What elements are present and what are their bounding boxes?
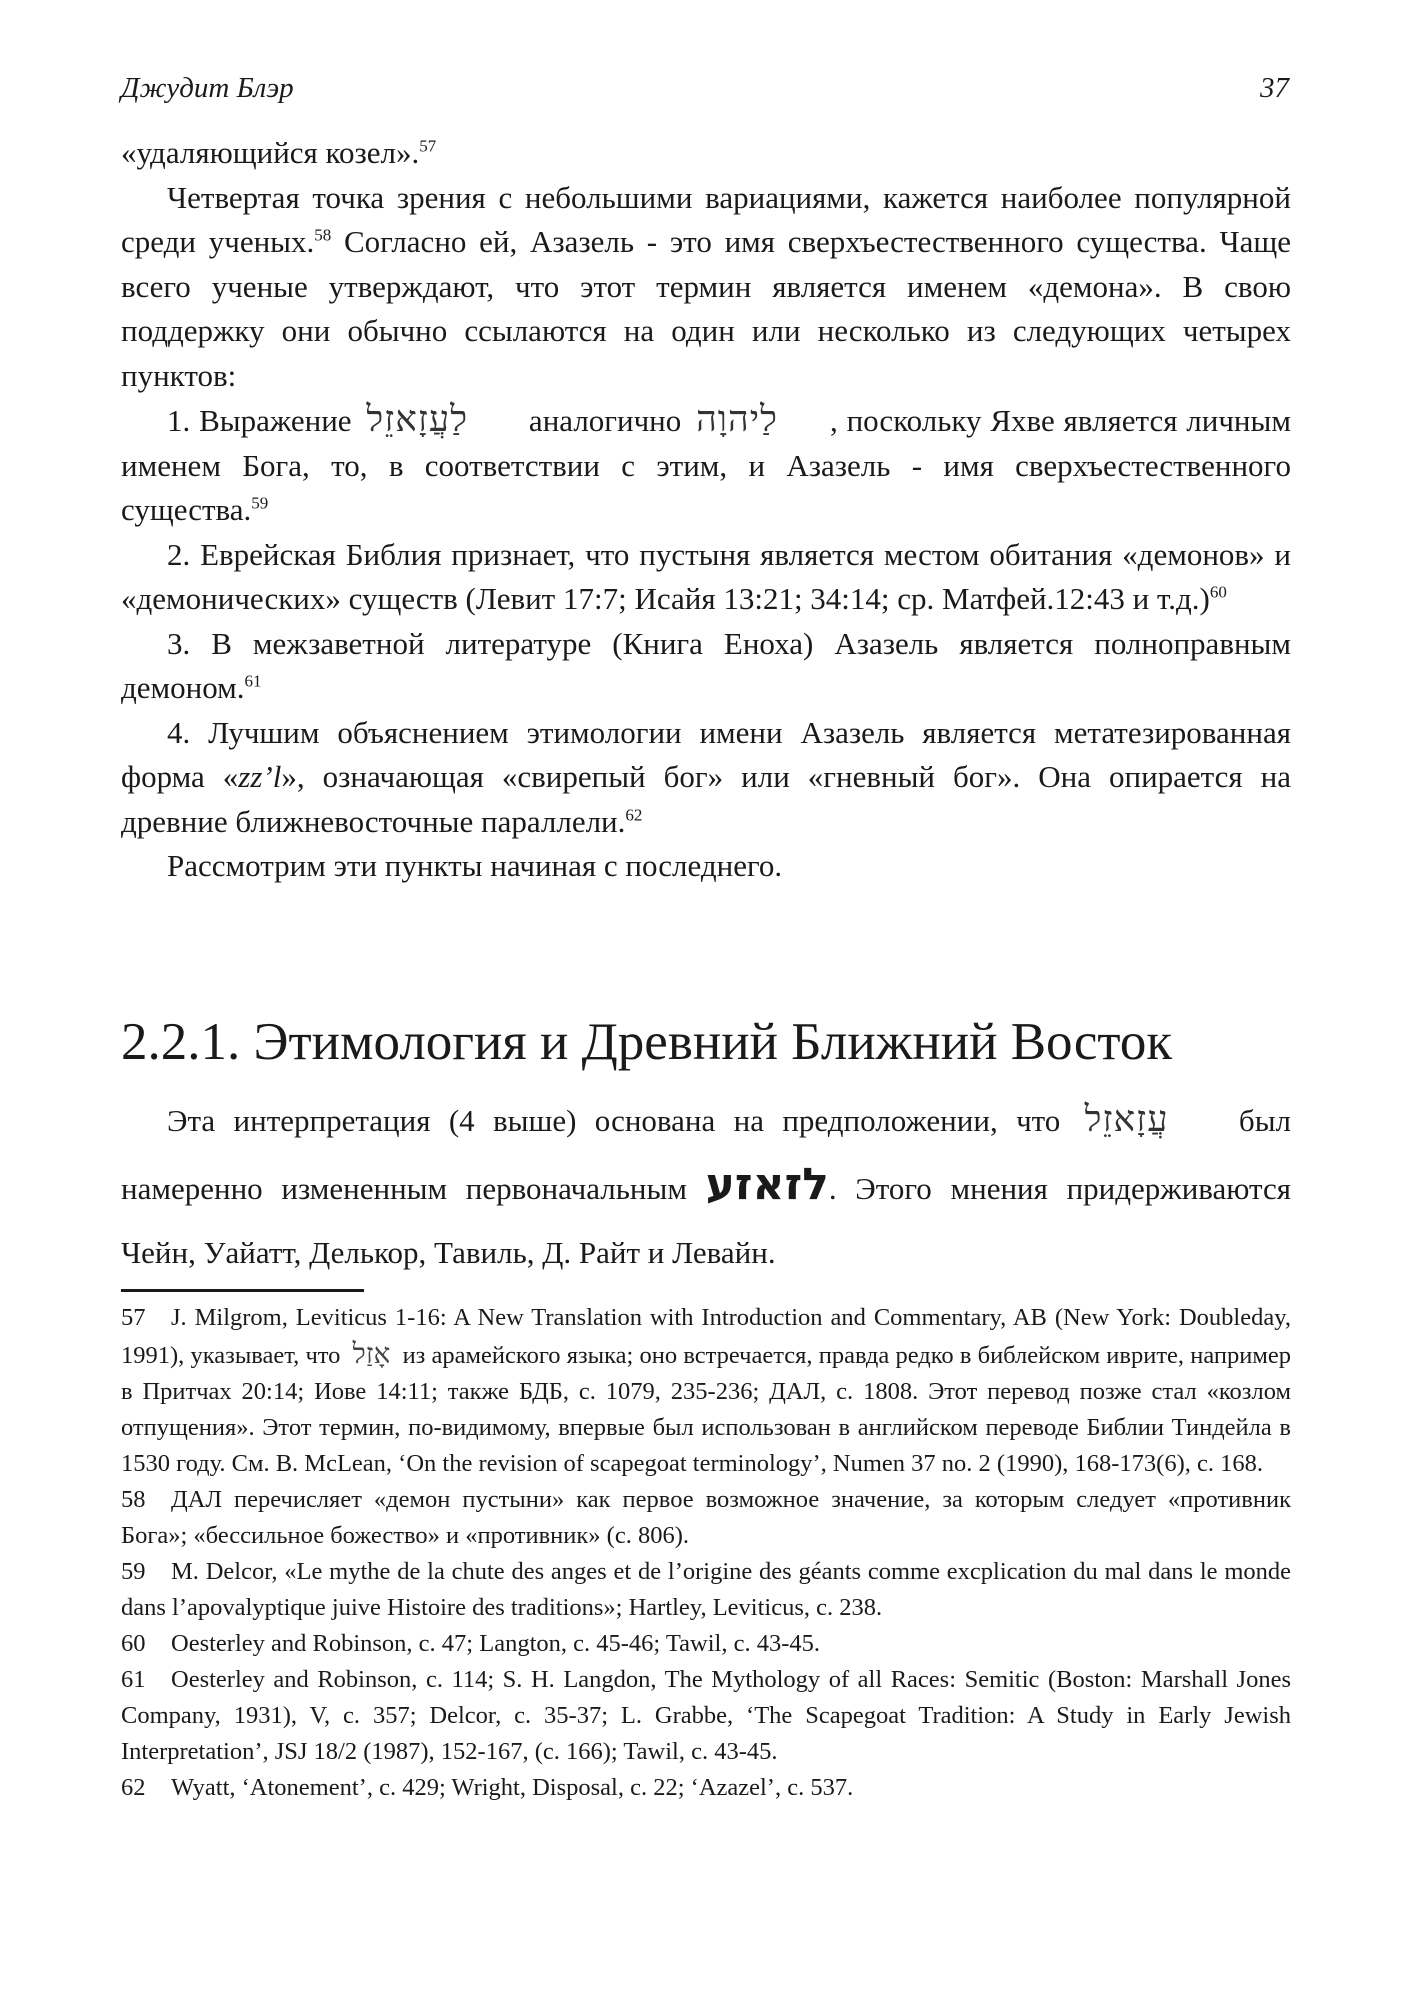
list-item-3: 3. В межзаветной литературе (Книга Еноха) Азазель является полноправным демоном.$^{61}$	[121, 625, 1291, 705]
running-head-author: Джудит Блэр	[121, 72, 294, 104]
list-item-2: 2. Еврейская Библия признает, что пустыня является местом обитания «демонов» и «демонических» существ (Левит 17:7; Исайя 13:21; 34:14; ср. Матфей.12:43 и т.д.)$^{60}$	[121, 536, 1291, 616]
body-text	[121, 131, 1291, 889]
footnote-number: 58	[121, 1486, 146, 1513]
hebrew-azazel-image: עֲזָאזֵל	[1084, 1099, 1169, 1140]
footnote-59: 59 M. Delcor, «Le mythe de la chute des anges et de l’origine des géants comme excplication du mal dans le monde dans l’apovalyptique juive Histoire des traditions»; Hartley, Leviticus, c. 238.	[121, 1554, 1291, 1626]
list-item-4: 4. Лучшим объяснением этимологии имени Азазель является метатезированная форма «zz’l», означающая «свирепый бог» или «гневный бог». Она опирается на древние ближневосточные параллели.$^{62}$	[121, 714, 1291, 839]
paragraph-fourth-view: Четвертая точка зрения с небольшими вариациями, кажется наиболее популярной среди ученых.$^{58}$ Согласно ей, Азазель - это имя сверхъестественного существа. Чаще всего ученые утверждают, что этот термин является именем «демона». В свою поддержку они обычно ссылаются на один или несколько из следующих четырех пунктов:	[121, 179, 1291, 393]
hebrew-laazazel-image: לַעֲזָאזֵל	[366, 399, 469, 440]
footnote-58: 58 ДАЛ перечисляет «демон пустыни» как первое возможное значение, за которым следует «противник Бога»; «бессильное божество» и «противник» (с. 806).	[121, 1482, 1291, 1554]
hebrew-ladonai-image: לַיהוָה	[696, 399, 778, 440]
transliteration-zzl: zz’l	[238, 759, 282, 794]
running-head	[121, 72, 1291, 112]
paragraph-consider: Рассмотрим эти пункты начиная с последнего.	[167, 848, 783, 883]
footnote-ref-62[interactable]: 62	[625, 805, 643, 825]
paragraph-etymology: Эта интерпретация (4 выше) основана на предположении, что עֲזָאזֵל был намеренно измененным первоначальным לזאזע. Этого мнения придерживаются Чейн, Уайатт, Делькор, Тавиль, Д. Райт и Левайн.	[121, 1088, 1291, 1285]
footnote-number: 57	[121, 1304, 146, 1331]
section-heading: 2.2.1. Этимология и Древний Ближний Восток	[121, 1013, 1173, 1071]
footnote-61: 61 Oesterley and Robinson, c. 114; S. H. Langdon, The Mythology of all Races: Semitic (Boston: Marshall Jones Company, 1931), V, c. 357; Delcor, c. 35-37; L. Grabbe, ‘The Scapegoat Tradition: A Study in Early Jewish Interpretation’, JSJ 18/2 (1987), 152-167, (c. 166); Tawil, c. 43-45.	[121, 1662, 1291, 1770]
hebrew-lzazya-word: לזאזע	[705, 1159, 829, 1210]
footnote-62: 62 Wyatt, ‘Atonement’, c. 429; Wright, Disposal, c. 22; ‘Azazel’, c. 537.	[121, 1770, 1291, 1806]
footnote-ref-59[interactable]: 59	[251, 493, 269, 513]
footnote-ref-60[interactable]: 60	[1209, 582, 1227, 602]
paragraph-continuation: «удаляющийся козел».$^{57}$	[121, 135, 437, 170]
footnote-57: 57 J. Milgrom, Leviticus 1-16: A New Translation with Introduction and Commentary, AB (New York: Doubleday, 1991), указывает, что אָזַל из арамейского языка; оно встречается, правда редко в библейском иврите, например в Притчах 20:14; Иове 14:11; также БДБ, с. 1079, 235-236; ДАЛ, с. 1808. Этот перевод позже стал «козлом отпущения». Этот термин, по-видимому, впервые был использован в английском переводе Библии Тиндейла в 1530 году. См. B. McLean, ‘On the revision of scapegoat terminology’, Numen 37 no. 2 (1990), 168-173(6), c. 168.	[121, 1300, 1291, 1482]
footnote-number: 62	[121, 1774, 146, 1801]
footnote-60: 60 Oesterley and Robinson, c. 47; Langton, c. 45-46; Tawil, c. 43-45.	[121, 1626, 1291, 1662]
footnote-separator	[121, 1289, 364, 1292]
footnote-number: 60	[121, 1630, 146, 1657]
section-text	[121, 1088, 1291, 1285]
footnote-ref-57[interactable]: 57	[419, 136, 437, 156]
footnote-number: 59	[121, 1558, 146, 1585]
page-number: 37	[1260, 72, 1289, 104]
footnote-ref-61[interactable]: 61	[244, 671, 262, 691]
hebrew-azal-image: אָזַל	[352, 1337, 391, 1370]
footnote-ref-58[interactable]: 58	[314, 225, 332, 245]
list-item-1: 1. Выражение לַעֲזָאזֵל аналогично לַיהוָה , поскольку Яхве является личным именем Бога, то, в соответствии с этим, и Азазель - имя сверхъестественного существа.$^{59}$	[121, 399, 1291, 527]
footnote-number: 61	[121, 1666, 146, 1693]
footnotes	[121, 1300, 1291, 1806]
